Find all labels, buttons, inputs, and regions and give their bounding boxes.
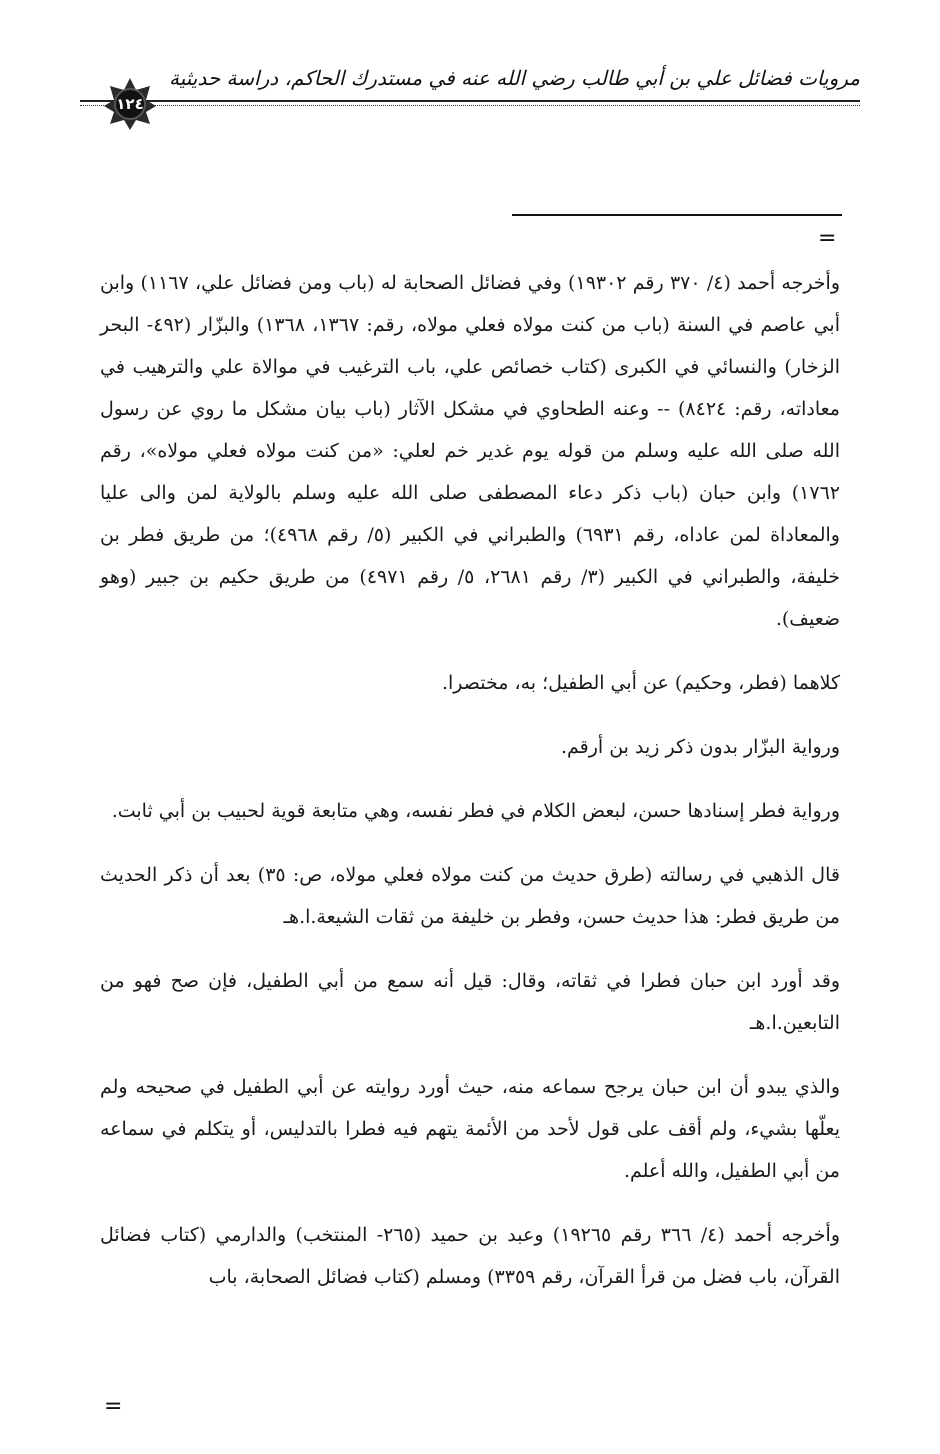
page-header [80,48,860,143]
running-title: مرويات فضائل علي بن أبي طالب رضي الله عنه في مستدرك الحاكم، دراسة حديثية [168,66,860,90]
footnote-continuation-mark-top: = [818,226,837,251]
footnote-continuation-mark-bottom: = [104,1394,123,1419]
footnote-paragraph: وأخرجه أحمد (٤/ ٣٧٠ رقم ١٩٣٠٢) وفي فضائل الصحابة له (باب ومن فضائل علي، ١١٦٧) وابن أبي عاصم في السنة (باب من كنت مولاه فعلي مولاه، رقم: ١٣٦٧، ١٣٦٨) والبزّار (٤٩٢- البحر الزخار) والنسائي في الكبرى (كتاب خصائص علي، باب الترغيب في موالاة علي والترهيب في معاداته، رقم: ٨٤٢٤) -- وعنه الطحاوي في مشكل الآثار (باب بيان مشكل ما روي عن رسول الله صلى الله عليه وسلم من قوله يوم غدير خم لعلي: «من كنت مولاه فعلي مولاه»، رقم ١٧٦٢) وابن حبان (باب ذكر دعاء المصطفى صلى الله عليه وسلم بالولاية لمن والى عليا والمعاداة لمن عاداه، رقم ٦٩٣١) والطبراني في الكبير (٥/ رقم ٤٩٦٨)؛ من طريق فطر بن خليفة، والطبراني في الكبير (٣/ رقم ٢٦٨١، ٥/ رقم ٤٩٧١) من طريق حكيم بن جبير (وهو ضعيف). [100,272,841,630]
page-number: ١٢٤ [116,95,144,113]
footnote-paragraph: ورواية فطر إسنادها حسن، لبعض الكلام في فطر نفسه، وهي متابعة قوية لحبيب بن أبي ثابت. [111,800,840,822]
footnote-separator [512,214,842,216]
header-dotted-rule [80,105,860,106]
page-number-badge [102,76,158,132]
footnote-paragraph: قال الذهبي في رسالته (طرق حديث من كنت مولاه فعلي مولاه، ص: ٣٥) بعد أن ذكر الحديث من طريق فطر: هذا حديث حسن، وفطر بن خليفة من ثقات الشيعة.ا.هـ [100,864,840,928]
footnote-paragraph: وأخرجه أحمد (٤/ ٣٦٦ رقم ١٩٢٦٥) وعبد بن حميد (٢٦٥- المنتخب) والدارمي (كتاب فضائل القرآن، باب فضل من قرأ القرآن، رقم ٣٣٥٩) ومسلم (كتاب فضائل الصحابة، باب [100,1224,840,1288]
footnote-body [100,262,840,1320]
footnote-paragraph: وقد أورد ابن حبان فطرا في ثقاته، وقال: قيل أنه سمع من أبي الطفيل، فإن صح فهو من التابعين.ا.هـ [100,970,840,1034]
footnote-paragraph: ورواية البزّار بدون ذكر زيد بن أرقم. [560,736,840,758]
footnote-paragraph: كلاهما (فطر، وحكيم) عن أبي الطفيل؛ به، مختصرا. [441,672,840,694]
footnote-paragraph: والذي يبدو أن ابن حبان يرجح سماعه منه، حيث أورد روايته عن أبي الطفيل في صحيحه ولم يعلّها بشيء، ولم أقف على قول لأحد من الأئمة يتهم فيه فطرا بالتدليس، أو يتكلم في سماعه من أبي الطفيل، والله أعلم. [100,1076,840,1182]
header-rule [80,100,860,102]
